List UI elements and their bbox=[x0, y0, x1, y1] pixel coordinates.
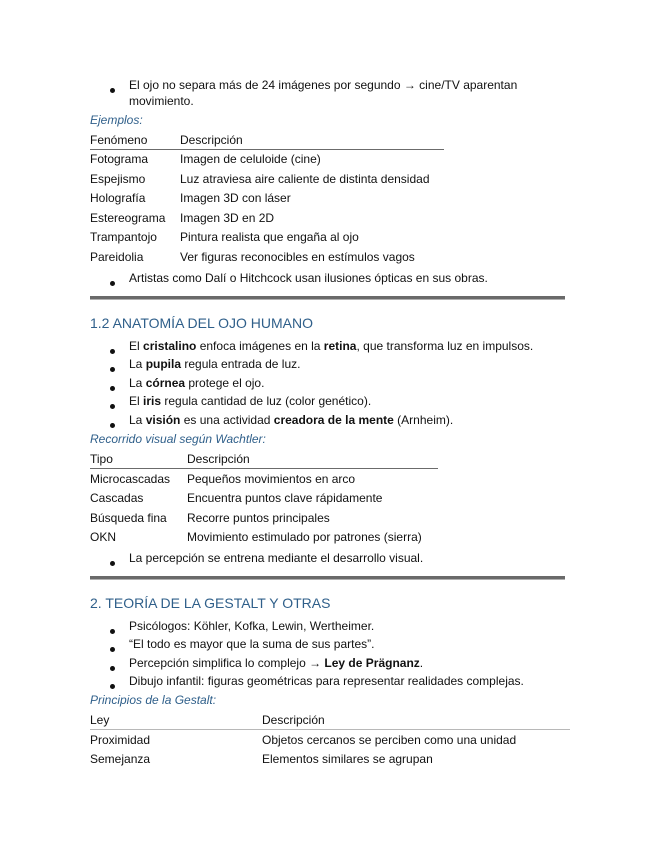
table-cell: Holografía bbox=[90, 191, 146, 205]
bullet-text: Percepción simplifica lo complejo → Ley de Prägnanz. bbox=[129, 656, 424, 670]
bullet-dot bbox=[110, 361, 115, 375]
table-cell: Imagen 3D con láser bbox=[180, 191, 291, 205]
bullet-text: Psicólogos: Köhler, Kofka, Lewin, Wertheimer. bbox=[129, 619, 375, 633]
table-header-type: Tipo bbox=[90, 452, 113, 466]
bullet-text: El ojo no separa más de 24 imágenes por segundo → cine/TV aparentan bbox=[129, 78, 518, 92]
bullet-text: El cristalino enfoca imágenes en la retina, que transforma luz en impulsos. bbox=[129, 339, 534, 353]
bullet-dot bbox=[110, 641, 115, 655]
bullet-text: Artistas como Dalí o Hitchcock usan ilusiones ópticas en sus obras. bbox=[129, 271, 488, 285]
table-cell: Espejismo bbox=[90, 172, 146, 186]
table-header-description: Descripción bbox=[187, 452, 250, 466]
table-cell: Movimiento estimulado por patrones (sierra) bbox=[187, 530, 422, 544]
table-cell: Búsqueda fina bbox=[90, 511, 167, 525]
table-cell: Cascadas bbox=[90, 491, 144, 505]
table-cell: Recorre puntos principales bbox=[187, 511, 330, 525]
table-cell: Proximidad bbox=[90, 733, 151, 747]
bullet-text-continuation: movimiento. bbox=[129, 94, 194, 108]
table-caption: Ejemplos: bbox=[90, 113, 143, 127]
bullet-text: “El todo es mayor que la suma de sus partes”. bbox=[129, 637, 375, 651]
table-caption: Principios de la Gestalt: bbox=[90, 693, 217, 707]
table-cell: Imagen 3D en 2D bbox=[180, 211, 275, 225]
table-cell: Pequeños movimientos en arco bbox=[187, 472, 356, 486]
bullet-dot bbox=[110, 343, 115, 357]
table-header-divider bbox=[90, 468, 438, 469]
table-cell: Semejanza bbox=[90, 752, 151, 766]
table-header-phenomenon: Fenómeno bbox=[90, 133, 148, 147]
table-header-divider bbox=[90, 149, 444, 150]
table-cell: Luz atraviesa aire caliente de distinta densidad bbox=[180, 172, 430, 186]
table-header-description: Descripción bbox=[180, 133, 243, 147]
table-caption: Recorrido visual según Wachtler: bbox=[90, 432, 266, 446]
table-cell: Objetos cercanos se perciben como una unidad bbox=[262, 733, 517, 747]
table-cell: Imagen de celuloide (cine) bbox=[180, 152, 321, 166]
bullet-dot bbox=[110, 82, 115, 96]
bullet-text: La córnea protege el ojo. bbox=[129, 376, 265, 390]
bullet-dot bbox=[110, 380, 115, 394]
bullet-text: La percepción se entrena mediante el desarrollo visual. bbox=[129, 551, 424, 565]
table-cell: Pintura realista que engaña al ojo bbox=[180, 230, 359, 244]
section-divider bbox=[90, 576, 565, 580]
bullet-text: La visión es una actividad creadora de la mente (Arnheim). bbox=[129, 413, 454, 427]
table-cell: Ver figuras reconocibles en estímulos vagos bbox=[180, 250, 415, 264]
bullet-text: La pupila regula entrada de luz. bbox=[129, 357, 301, 371]
section-divider bbox=[90, 296, 565, 300]
bullet-dot bbox=[110, 275, 115, 289]
table-cell: Estereograma bbox=[90, 211, 166, 225]
section-heading: 2. TEORÍA DE LA GESTALT Y OTRAS bbox=[90, 595, 331, 611]
table-header-divider bbox=[90, 729, 570, 730]
bullet-dot bbox=[110, 555, 115, 569]
table-header-description: Descripción bbox=[262, 713, 325, 727]
bullet-dot bbox=[110, 678, 115, 692]
table-cell: Encuentra puntos clave rápidamente bbox=[187, 491, 383, 505]
table-cell: OKN bbox=[90, 530, 117, 544]
table-cell: Trampantojo bbox=[90, 230, 157, 244]
bullet-dot bbox=[110, 623, 115, 637]
table-cell: Pareidolia bbox=[90, 250, 144, 264]
bullet-dot bbox=[110, 660, 115, 674]
bullet-dot bbox=[110, 398, 115, 412]
bullet-dot bbox=[110, 417, 115, 431]
bullet-text: El iris regula cantidad de luz (color genético). bbox=[129, 394, 372, 408]
table-cell: Elementos similares se agrupan bbox=[262, 752, 433, 766]
bullet-text: Dibujo infantil: figuras geométricas para representar realidades complejas. bbox=[129, 674, 524, 688]
table-cell: Microcascadas bbox=[90, 472, 171, 486]
table-cell: Fotograma bbox=[90, 152, 149, 166]
section-heading: 1.2 ANATOMÍA DEL OJO HUMANO bbox=[90, 315, 314, 331]
table-header-law: Ley bbox=[90, 713, 110, 727]
